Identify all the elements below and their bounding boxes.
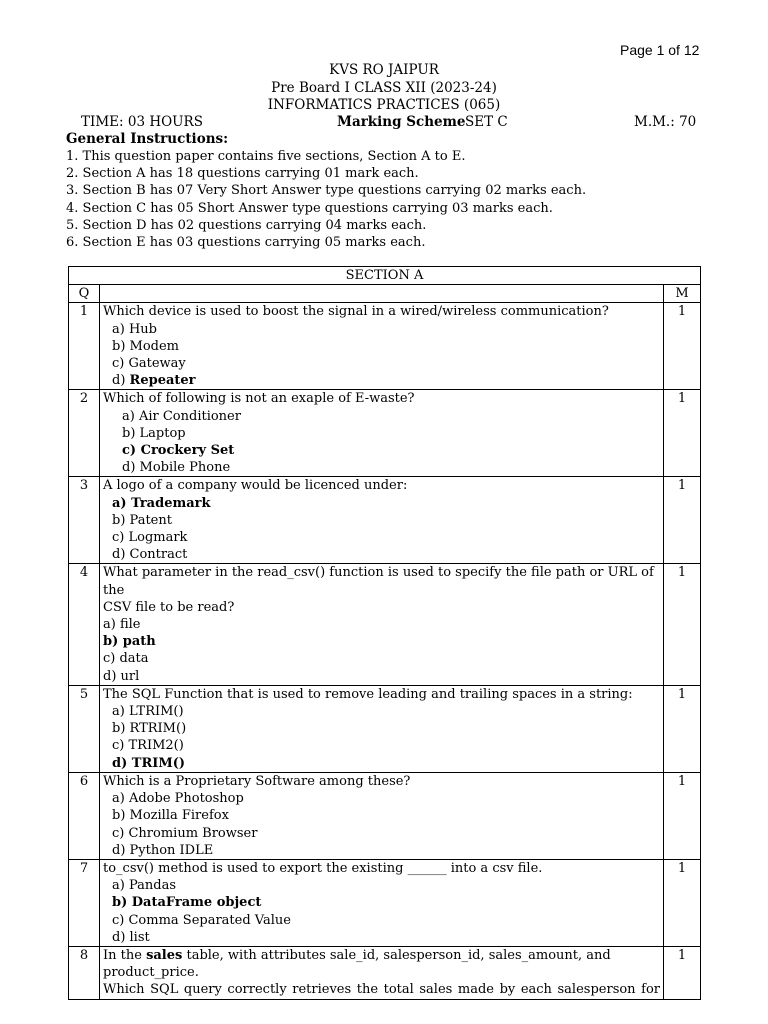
- option-answer: c) Crockery Set: [122, 443, 235, 459]
- option: d) list: [112, 929, 150, 945]
- option-answer: b) path: [103, 634, 156, 650]
- option: c) data: [103, 651, 149, 667]
- option-answer: b) DataFrame object: [112, 895, 262, 911]
- option: a) Air Conditioner: [122, 408, 241, 424]
- question-marks: 1: [664, 564, 701, 685]
- question-text: What parameter in the read_csv() function is used to specify the file path or URL of the: [103, 565, 654, 598]
- col-q-header: Q: [69, 285, 100, 303]
- question-number: 4: [69, 564, 100, 685]
- instruction-item: 6. Section E has 03 questions carrying 05 marks each.: [66, 235, 426, 251]
- question-number: 5: [69, 685, 100, 772]
- question-text: [103, 947, 660, 964]
- question-marks: 1: [664, 772, 701, 859]
- option: a) Adobe Photoshop: [112, 791, 244, 807]
- question-cell: [100, 564, 664, 685]
- question-row: [69, 859, 701, 946]
- option: a) Hub: [112, 321, 157, 337]
- option: c) TRIM2(): [112, 738, 184, 754]
- region-title: KVS RO JAIPUR: [329, 62, 439, 78]
- question-cell: [100, 477, 664, 564]
- question-cell: [100, 685, 664, 772]
- option: d) url: [103, 668, 140, 684]
- option: d) Python IDLE: [112, 842, 214, 858]
- instruction-item: 5. Section D has 02 questions carrying 04 marks each.: [66, 217, 427, 233]
- question-number: 6: [69, 772, 100, 859]
- option: b) Modem: [112, 338, 180, 354]
- question-row: [69, 303, 701, 390]
- col-question-header: [100, 285, 664, 303]
- question-text-pre: In the: [103, 947, 147, 963]
- question-row: [69, 564, 701, 685]
- question-number: 1: [69, 303, 100, 390]
- question-marks: 1: [664, 946, 701, 999]
- question-cell: [100, 946, 664, 999]
- set-label: SET C: [465, 114, 508, 130]
- instructions-title: General Instructions:: [66, 131, 229, 147]
- question-text-cont: product_price.: [103, 965, 199, 981]
- question-number: 7: [69, 859, 100, 946]
- option: b) Patent: [112, 512, 172, 528]
- instruction-item: 2. Section A has 18 questions carrying 01 mark each.: [66, 166, 419, 182]
- option: a) file: [103, 617, 141, 633]
- option: c) Gateway: [112, 356, 186, 372]
- instruction-item: 3. Section B has 07 Very Short Answer type questions carrying 02 marks each.: [66, 183, 587, 199]
- question-marks: 1: [664, 390, 701, 477]
- question-marks: 1: [664, 859, 701, 946]
- question-row: [69, 772, 701, 859]
- option: d) Contract: [112, 547, 188, 563]
- max-marks: M.M.: 70: [634, 114, 697, 130]
- option: d) Mobile Phone: [122, 460, 231, 476]
- question-cell: [100, 859, 664, 946]
- question-text: to_csv() method is used to export the existing ______ into a csv file.: [103, 860, 543, 876]
- option-answer: d) TRIM(): [112, 755, 186, 771]
- question-cell: [100, 303, 664, 390]
- section-header-row: [69, 267, 701, 285]
- question-text-cont: CSV file to be read?: [103, 599, 235, 615]
- option: b) RTRIM(): [112, 721, 187, 737]
- table-name: sales: [146, 947, 183, 963]
- question-cell: [100, 390, 664, 477]
- question-number: 3: [69, 477, 100, 564]
- question-text: A logo of a company would be licenced under:: [103, 478, 408, 494]
- question-marks: 1: [664, 303, 701, 390]
- option: b) Mozilla Firefox: [112, 808, 229, 824]
- exam-time: TIME: 03 HOURS: [81, 114, 203, 130]
- question-text: Which is a Proprietary Software among these?: [103, 773, 411, 789]
- question-text: Which device is used to boost the signal in a wired/wireless communication?: [103, 304, 609, 320]
- question-row: [69, 477, 701, 564]
- option: c) Chromium Browser: [112, 825, 258, 841]
- instruction-item: 1. This question paper contains five sections, Section A to E.: [66, 149, 466, 164]
- option: b) Laptop: [122, 425, 186, 441]
- page-number: Page 1 of 12: [620, 42, 700, 58]
- question-text: The SQL Function that is used to remove leading and trailing spaces in a string:: [103, 686, 633, 702]
- option-answer: d) Repeater: [112, 373, 196, 389]
- question-number: 8: [69, 946, 100, 999]
- question-marks: 1: [664, 685, 701, 772]
- question-text-cont: Which SQL query correctly retrieves the total sales made by each salesperson for: [103, 982, 660, 998]
- question-marks: 1: [664, 477, 701, 564]
- option: c) Comma Separated Value: [112, 912, 291, 928]
- option: c) Logmark: [112, 530, 188, 546]
- column-header-row: [69, 285, 701, 303]
- instructions-list: [66, 148, 586, 251]
- exam-title: Pre Board I CLASS XII (2023-24): [271, 80, 497, 96]
- question-text-post: table, with attributes sale_id, salesperson_id, sales_amount, and: [182, 947, 611, 963]
- section-title: SECTION A: [69, 267, 701, 285]
- question-row: [69, 946, 701, 999]
- subject-title: INFORMATICS PRACTICES (065): [267, 97, 501, 113]
- question-text: Which of following is not an exaple of E-waste?: [103, 391, 415, 407]
- question-number: 2: [69, 390, 100, 477]
- col-m-header: M: [664, 285, 701, 303]
- option-answer: a) Trademark: [112, 495, 211, 511]
- marking-scheme-label: Marking Scheme: [337, 114, 466, 130]
- option: a) Pandas: [112, 878, 176, 894]
- section-a-table: [68, 266, 701, 1000]
- question-row: [69, 390, 701, 477]
- question-cell: [100, 772, 664, 859]
- instruction-item: 4. Section C has 05 Short Answer type questions carrying 03 marks each.: [66, 200, 553, 216]
- question-row: [69, 685, 701, 772]
- option: a) LTRIM(): [112, 704, 184, 720]
